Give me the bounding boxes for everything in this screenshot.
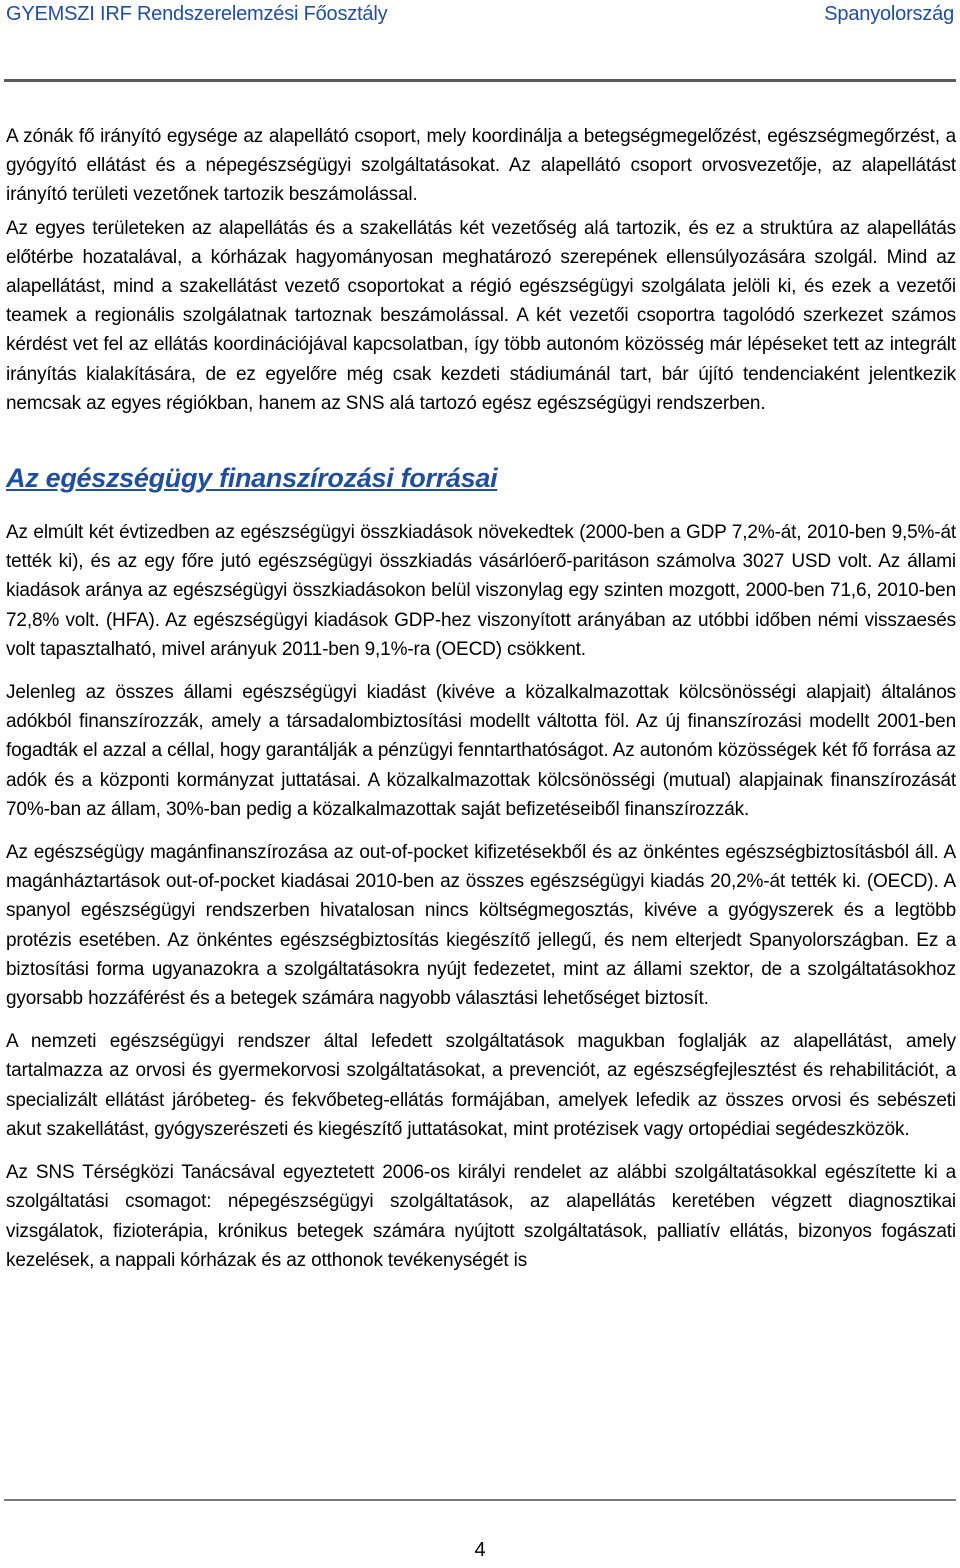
- paragraph-private-financing: Az egészségügy magánfinanszírozása az out-of-pocket kifizetésekből és az önkéntes egészségbiztosításból áll. A magánháztartások out-of-pocket kiadásai 2010-ben az összes egészségügyi kiadás 20,2%-át tették ki. (OECD). A spanyol egészségügyi rendszerben hivatalosan nincs költségmegosztás, kivéve a gyógyszerek és a legtöbb protézis esetében. Az önkéntes egészségbiztosítás kiegészítő jellegű, és nem elterjedt Spanyolországban. Ez a biztosítási forma ugyanazokra a szolgáltatásokra nyújt fedezetet, mint az állami szektor, de a szolgáltatásokhoz gyorsabb hozzáférést és a betegek számára nagyobb választási lehetőséget biztosít.: [6, 842, 956, 1010]
- section-heading: Az egészségügy finanszírozási forrásai: [6, 463, 498, 494]
- header-organization: GYEMSZI IRF Rendszerelemzési Főosztály: [6, 3, 388, 25]
- paragraph-covered-services: A nemzeti egészségügyi rendszer által lefedett szolgáltatások magukban foglalják az alapellátást, amely tartalmazza az orvosi és gyermekorvosi szolgáltatásokat, a prevenciót, az egészségfejlesztést és rehabilitációt, a specializált ellátást járóbeteg- és fekvőbeteg-ellátás formájában, amelyek lefedik az összes orvosi és sebészeti akut szakellátást, gyógyszerészeti és kiegészítő juttatásokat, mint protézisek vagy ortopédiai segédeszközök.: [6, 1031, 956, 1140]
- page-header: [6, 3, 954, 29]
- header-divider: [4, 79, 956, 82]
- paragraph-public-financing: Jelenleg az összes állami egészségügyi kiadást (kivéve a közalkalmazottak kölcsönösségi alapjait) általános adókból finanszírozzák, amely a társadalombiztosítási modellt váltotta föl. Az új finanszírozási modellt 2001-ben fogadták el azzal a céllal, hogy garantálják a pénzügyi fenntarthatóságot. Az autonóm közösségek két fő forrása az adók és a központi kormányzat juttatásai. A közalkalmazottak kölcsönösségi (mutual) alapjainak finanszírozását 70%-ban az állam, 30%-ban pedig a közalkalmazottak saját befizetéseiből finanszírozzák.: [6, 682, 956, 820]
- paragraph-service-package: Az SNS Térségközi Tanácsával egyeztetett 2006-os királyi rendelet az alábbi szolgáltatásokkal egészítette ki a szolgáltatási csomagot: népegészségügyi szolgáltatások, az alapellátás keretében végzett diagnosztikai vizsgálatok, fizioterápia, krónikus betegek számára nyújtott szolgáltatások, palliatív ellátás, bizonyos fogászati kezelések, a nappali kórházak és az otthonok tevékenységét is: [6, 1162, 956, 1271]
- footer-divider: [4, 1499, 956, 1501]
- document-body: [6, 122, 956, 1275]
- paragraph-regional-management: Az egyes területeken az alapellátás és a szakellátás két vezetőség alá tartozik, és ez a struktúra az alapellátás előtérbe hozatalával, a kórházak hagyományosan meghatározó szerepének ellensúlyozására szolgál. Mind az alapellátást, mind a szakellátást vezető csoportokat a régió egészségügyi szolgálata jelöli ki, és ezek a vezetői teamek a regionális szolgálatnak tartoznak beszámolással. A két vezetői csoportra tagolódó szerkezet számos kérdést vet fel az ellátás koordinációjával kapcsolatban, így több autonóm közösség már lépéseket tett az integrált irányítás kialakítására, de ez egyelőre még csak kezdeti stádiumánál tart, bár újító tendenciaként jelentkezik nemcsak az egyes régiókban, hanem az SNS alá tartozó egész egészségügyi rendszerben.: [6, 217, 956, 414]
- page-number: 4: [474, 1539, 486, 1561]
- header-country: Spanyolország: [824, 3, 954, 25]
- paragraph-health-expenditure: Az elmúlt két évtizedben az egészségügyi összkiadások növekedtek (2000-ben a GDP 7,2%-át, 2010-ben 9,5%-át tették ki), és az egy főre jutó egészségügyi összkiadás vásárlóerő-paritáson számolva 3027 USD volt. Az állami kiadások aránya az egészségügyi összkiadásokon belül viszonylag egy szinten mozgott, 2000-ben 71,6, 2010-ben 72,8% volt. (HFA). Az egészségügyi kiadások GDP-hez viszonyított arányában az utóbbi időben némi visszaesés volt tapasztalható, mivel arányuk 2011-ben 9,1%-ra (OECD) csökkent.: [6, 522, 956, 660]
- paragraph-primary-care-group: A zónák fő irányító egysége az alapellátó csoport, mely koordinálja a betegségmegelőzést, egészségmegőrzést, a gyógyító ellátást és a népegészségügyi szolgáltatásokat. Az alapellátó csoport orvosvezetője, az alapellátást irányító területi vezetőnek tartozik beszámolással.: [6, 126, 956, 206]
